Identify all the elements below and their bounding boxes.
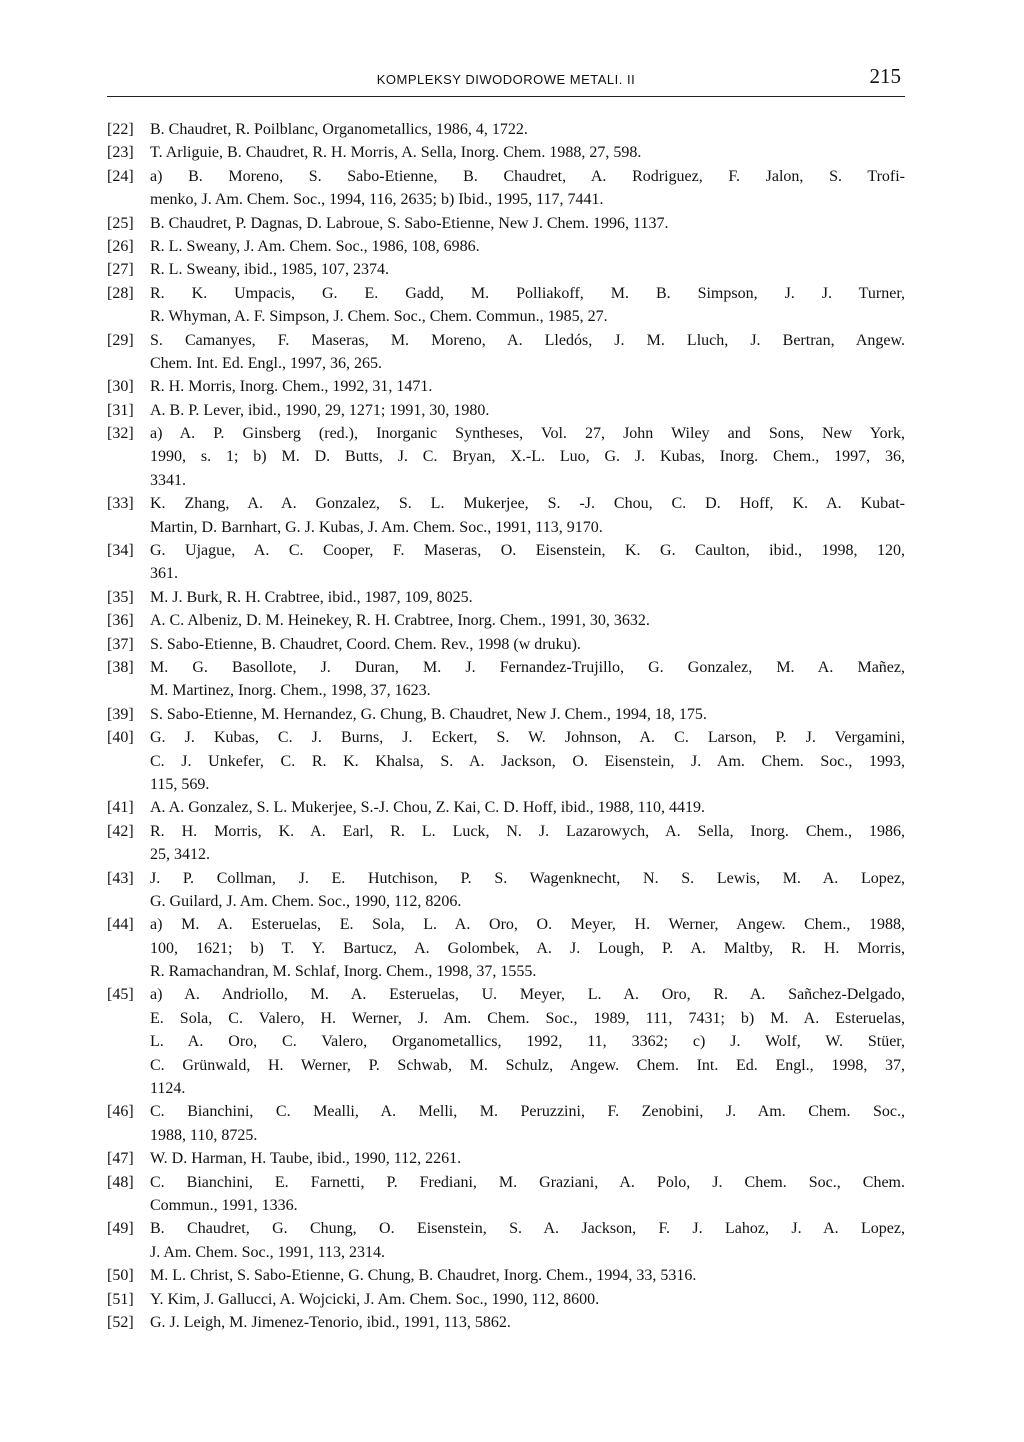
reference-number: [45] [107, 986, 134, 1004]
reference-number: [32] [107, 425, 134, 443]
reference-text-line: J. Am. Chem. Soc., 1991, 113, 2314. [150, 1243, 385, 1261]
reference-entry [107, 609, 905, 632]
reference-number: [22] [107, 121, 134, 138]
reference-text-line: S. Sabo-Etienne, M. Hernandez, G. Chung, B. Chaudret, New J. Chem., 1994, 18, 175. [150, 705, 707, 723]
reference-text-line: Chem. Int. Ed. Engl., 1997, 36, 265. [150, 354, 382, 372]
reference-number: [52] [107, 1313, 134, 1331]
reference-list [107, 118, 905, 1334]
reference-text-line: W. D. Harman, H. Taube, ibid., 1990, 112, 2261. [150, 1150, 462, 1168]
reference-text-line: C. J. Unkefer, C. R. K. Khalsa, S. A. Jackson, O. Eisenstein, J. Am. Chem. Soc., 1993, [150, 752, 905, 770]
reference-entry [107, 1147, 905, 1170]
reference-text-line: M. G. Basollote, J. Duran, M. J. Fernandez-Trujillo, G. Gonzalez, M. A. Mañez, [150, 658, 905, 676]
reference-text-line: R. Whyman, A. F. Simpson, J. Chem. Soc., Chem. Commun., 1985, 27. [150, 308, 608, 326]
running-header [107, 62, 905, 97]
running-title: KOMPLEKSY DIWODOROWE METALI. II [376, 72, 636, 87]
reference-entry [107, 282, 905, 329]
reference-number: [40] [107, 729, 134, 747]
reference-entry [107, 796, 905, 819]
reference-text-line: M. L. Christ, S. Sabo-Etienne, G. Chung, B. Chaudret, Inorg. Chem., 1994, 33, 5316. [150, 1267, 697, 1285]
reference-entry [107, 586, 905, 609]
reference-text-line: M. J. Burk, R. H. Crabtree, ibid., 1987, 109, 8025. [150, 588, 473, 606]
reference-number: [42] [107, 822, 134, 840]
reference-number: [49] [107, 1220, 134, 1238]
reference-text-line: a) B. Moreno, S. Sabo-Etienne, B. Chaudret, A. Rodriguez, F. Jalon, S. Trofi- [150, 167, 905, 185]
reference-entry [107, 422, 905, 492]
reference-number: [48] [107, 1173, 134, 1191]
reference-text-line: A. A. Gonzalez, S. L. Mukerjee, S.-J. Chou, Z. Kai, C. D. Hoff, ibid., 1988, 110, 4419. [150, 799, 706, 817]
reference-entry [107, 375, 905, 398]
reference-number: [36] [107, 612, 134, 630]
reference-number: [34] [107, 542, 134, 560]
reference-text-line: 1988, 110, 8725. [150, 1126, 258, 1144]
reference-text-line: R. H. Morris, K. A. Earl, R. L. Luck, N. J. Lazarowych, A. Sella, Inorg. Chem., 1986, [150, 822, 905, 840]
reference-entry [107, 983, 905, 1100]
reference-text-line: a) A. Andriollo, M. A. Esteruelas, U. Meyer, L. A. Oro, R. A. Sañchez-Delgado, [150, 986, 905, 1004]
reference-number: [41] [107, 799, 134, 817]
reference-text-line: B. Chaudret, P. Dagnas, D. Labroue, S. Sabo-Etienne, New J. Chem. 1996, 1137. [150, 214, 669, 232]
reference-entry [107, 1100, 905, 1147]
reference-text-line: 25, 3412. [150, 846, 210, 864]
reference-number: [28] [107, 284, 134, 302]
reference-entry [107, 656, 905, 703]
reference-text-line: 3341. [150, 471, 186, 489]
reference-text-line: L. A. Oro, C. Valero, Organometallics, 1992, 11, 3362; c) J. Wolf, W. Stüer, [150, 1033, 905, 1051]
reference-text-line: a) A. P. Ginsberg (red.), Inorganic Syntheses, Vol. 27, John Wiley and Sons, New York, [150, 425, 905, 443]
reference-entry [107, 1264, 905, 1287]
reference-entry [107, 165, 905, 212]
reference-entry [107, 1311, 905, 1334]
reference-text-line: 100, 1621; b) T. Y. Bartucz, A. Golombek, A. J. Lough, P. A. Maltby, R. H. Morris, [150, 939, 905, 957]
reference-text-line: R. L. Sweany, J. Am. Chem. Soc., 1986, 108, 6986. [150, 237, 480, 255]
reference-number: [24] [107, 167, 134, 185]
reference-number: [29] [107, 331, 134, 349]
reference-number: [25] [107, 214, 134, 232]
reference-entry [107, 1288, 905, 1311]
reference-text-line: G. Guilard, J. Am. Chem. Soc., 1990, 112, 8206. [150, 892, 462, 910]
reference-text-line: T. Arliguie, B. Chaudret, R. H. Morris, A. Sella, Inorg. Chem. 1988, 27, 598. [150, 144, 642, 162]
reference-text-line: C. Bianchini, C. Mealli, A. Melli, M. Peruzzini, F. Zenobini, J. Am. Chem. Soc., [150, 1103, 905, 1121]
reference-text-line: Y. Kim, J. Gallucci, A. Wojcicki, J. Am. Chem. Soc., 1990, 112, 8600. [150, 1290, 600, 1308]
reference-number: [35] [107, 588, 134, 606]
reference-text-line: 1990, s. 1; b) M. D. Butts, J. C. Bryan, X.-L. Luo, G. J. Kubas, Inorg. Chem., 1997, 36, [150, 448, 905, 466]
reference-number: [44] [107, 916, 134, 934]
reference-number: [37] [107, 635, 134, 653]
reference-number: [38] [107, 658, 134, 676]
reference-text-line: B. Chaudret, R. Poilblanc, Organometallics, 1986, 4, 1722. [150, 121, 528, 138]
reference-text-line: S. Sabo-Etienne, B. Chaudret, Coord. Chem. Rev., 1998 (w druku). [150, 635, 581, 653]
reference-number: [43] [107, 869, 134, 887]
reference-text-line: 361. [150, 565, 178, 583]
page-number: 215 [869, 64, 901, 88]
reference-number: [23] [107, 144, 134, 162]
reference-text-line: B. Chaudret, G. Chung, O. Eisenstein, S. A. Jackson, F. J. Lahoz, J. A. Lopez, [150, 1220, 905, 1238]
reference-number: [30] [107, 378, 134, 396]
reference-number: [46] [107, 1103, 134, 1121]
reference-entry [107, 867, 905, 914]
reference-text-line: G. Ujague, A. C. Cooper, F. Maseras, O. Eisenstein, K. G. Caulton, ibid., 1998, 120, [150, 542, 905, 560]
reference-entry [107, 1171, 905, 1218]
reference-text-line: G. J. Kubas, C. J. Burns, J. Eckert, S. W. Johnson, A. C. Larson, P. J. Vergamini, [150, 729, 905, 747]
reference-entry [107, 539, 905, 586]
reference-text-line: M. Martinez, Inorg. Chem., 1998, 37, 1623. [150, 682, 431, 700]
reference-entry [107, 726, 905, 796]
reference-entry [107, 118, 905, 141]
reference-number: [47] [107, 1150, 134, 1168]
reference-number: [50] [107, 1267, 134, 1285]
reference-text-line: C. Grünwald, H. Werner, P. Schwab, M. Schulz, Angew. Chem. Int. Ed. Engl., 1998, 37, [150, 1056, 905, 1074]
reference-entry [107, 212, 905, 235]
reference-text-line: J. P. Collman, J. E. Hutchison, P. S. Wagenknecht, N. S. Lewis, M. A. Lopez, [150, 869, 905, 887]
reference-text-line: R. H. Morris, Inorg. Chem., 1992, 31, 1471. [150, 378, 433, 396]
reference-entry [107, 633, 905, 656]
reference-text-line: G. J. Leigh, M. Jimenez-Tenorio, ibid., 1991, 113, 5862. [150, 1313, 511, 1331]
reference-entry [107, 1217, 905, 1264]
reference-entry [107, 329, 905, 376]
reference-entry [107, 141, 905, 164]
reference-text-line: A. B. P. Lever, ibid., 1990, 29, 1271; 1991, 30, 1980. [150, 401, 490, 419]
reference-entry [107, 703, 905, 726]
reference-number: [51] [107, 1290, 134, 1308]
reference-entry [107, 258, 905, 281]
reference-text-line: a) M. A. Esteruelas, E. Sola, L. A. Oro, O. Meyer, H. Werner, Angew. Chem., 1988, [150, 916, 905, 934]
reference-text-line: Commun., 1991, 1336. [150, 1196, 298, 1214]
reference-entry [107, 492, 905, 539]
reference-text-line: E. Sola, C. Valero, H. Werner, J. Am. Chem. Soc., 1989, 111, 7431; b) M. A. Esteruelas, [150, 1009, 905, 1027]
reference-text-line: S. Camanyes, F. Maseras, M. Moreno, A. Lledós, J. M. Lluch, J. Bertran, Angew. [150, 331, 905, 349]
reference-text-line: C. Bianchini, E. Farnetti, P. Frediani, M. Graziani, A. Polo, J. Chem. Soc., Chem. [150, 1173, 905, 1191]
reference-text-line: K. Zhang, A. A. Gonzalez, S. L. Mukerjee, S. -J. Chou, C. D. Hoff, K. A. Kubat- [150, 495, 905, 513]
reference-entry [107, 235, 905, 258]
reference-text-line: R. Ramachandran, M. Schlaf, Inorg. Chem., 1998, 37, 1555. [150, 963, 537, 981]
reference-text-line: A. C. Albeniz, D. M. Heinekey, R. H. Crabtree, Inorg. Chem., 1991, 30, 3632. [150, 612, 650, 630]
reference-text-line: Martin, D. Barnhart, G. J. Kubas, J. Am. Chem. Soc., 1991, 113, 9170. [150, 518, 603, 536]
reference-number: [39] [107, 705, 134, 723]
reference-text-line: R. K. Umpacis, G. E. Gadd, M. Polliakoff, M. B. Simpson, J. J. Turner, [150, 284, 905, 302]
reference-entry [107, 399, 905, 422]
reference-number: [33] [107, 495, 134, 513]
reference-entry [107, 913, 905, 983]
reference-number: [27] [107, 261, 134, 279]
reference-number: [31] [107, 401, 134, 419]
reference-text-line: R. L. Sweany, ibid., 1985, 107, 2374. [150, 261, 389, 279]
reference-entry [107, 820, 905, 867]
reference-text-line: 115, 569. [150, 775, 210, 793]
reference-text-line: 1124. [150, 1080, 186, 1098]
reference-text-line: menko, J. Am. Chem. Soc., 1994, 116, 2635; b) Ibid., 1995, 117, 7441. [150, 191, 604, 209]
reference-number: [26] [107, 237, 134, 255]
